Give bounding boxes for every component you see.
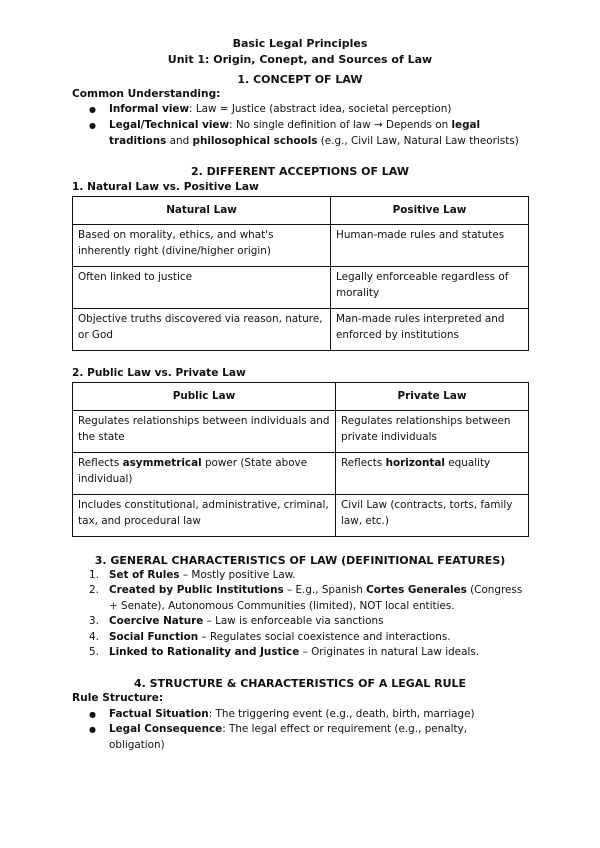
list-item (89, 614, 529, 630)
factual-situation-label: Factual Situation (109, 708, 209, 720)
document-title: Basic Legal Principles (232, 37, 368, 50)
list-item-text: – Regulates social coexistence and interactions. (198, 631, 451, 643)
philosophical-schools-bold: philosophical schools (192, 134, 318, 147)
table-2-header-private: Private Law (336, 383, 529, 411)
list-item (89, 583, 529, 614)
table-2-cell: Includes constitutional, administrative, criminal, tax, and procedural law (73, 495, 336, 537)
document-subtitle: Unit 1: Origin, Conept, and Sources of Law (167, 53, 433, 66)
bullet-legal-consequence (109, 722, 509, 753)
list-item (89, 630, 529, 646)
section-3-heading: 3. GENERAL CHARACTERISTICS OF LAW (DEFINITIONAL FEATURES) (94, 554, 506, 567)
section-2-heading: 2. DIFFERENT ACCEPTIONS OF LAW (191, 165, 409, 178)
cell-text: equality (444, 457, 491, 469)
bullet-informal-view (109, 102, 529, 118)
rule-structure-heading: Rule Structure: (72, 692, 164, 704)
table-2-cell (73, 453, 336, 495)
cell-text: Reflects (341, 457, 386, 469)
table-2-cell: Civil Law (contracts, torts, family law, etc.) (336, 495, 529, 537)
horizontal-bold: horizontal (385, 457, 445, 469)
legal-view-label: Legal/Technical view (109, 119, 230, 131)
common-understanding-heading: Common Understanding: (72, 88, 221, 100)
list-item-bold: Linked to Rationality and Justice (109, 646, 300, 658)
legal-consequence-text: : The legal effect or requirement (e.g., penalty, obligation) (109, 723, 468, 751)
table-2-header-public: Public Law (73, 383, 336, 411)
table-2-cell (336, 453, 529, 495)
list-item-bold: Created by Public Institutions (109, 584, 284, 596)
list-number: 3. (89, 615, 99, 627)
legal-view-text-3: (e.g., Civil Law, Natural Law theorists) (317, 134, 519, 147)
list-item-text: (Congress + Senate), Autonomous Communities (limited), NOT local entities. (109, 584, 523, 612)
bullet-legal-view (109, 118, 529, 149)
list-item (89, 645, 529, 661)
list-item-text: – Originates in natural Law ideals. (299, 646, 480, 658)
legal-view-text-1: : No single definition of law → Depends on (229, 119, 452, 131)
table-2-title: 2. Public Law vs. Private Law (72, 367, 246, 379)
bullet-factual-situation (109, 707, 529, 723)
list-number: 2. (89, 584, 99, 596)
table-1-cell: Objective truths discovered via reason, nature, or God (73, 309, 331, 351)
asymmetrical-bold: asymmetrical (122, 457, 202, 469)
list-item-text: – E.g., Spanish (283, 584, 367, 596)
section-1-heading: 1. CONCEPT OF LAW (237, 73, 363, 86)
legal-view-text-2: and (166, 134, 193, 147)
table-2-cell: Regulates relationships between private individuals (336, 411, 529, 453)
table-1-cell: Human-made rules and statutes (331, 225, 529, 267)
list-number: 1. (89, 569, 99, 581)
list-number: 4. (89, 631, 99, 643)
table-1-cell: Based on morality, ethics, and what's inherently right (divine/higher origin) (73, 225, 331, 267)
list-item-bold: Social Function (109, 631, 199, 643)
legal-traditions-bold: legal traditions (109, 119, 481, 147)
factual-situation-text: : The triggering event (e.g., death, birth, marriage) (208, 708, 475, 720)
section-4-heading: 4. STRUCTURE & CHARACTERISTICS OF A LEGAL RULE (133, 677, 467, 690)
table-1-cell: Often linked to justice (73, 267, 331, 309)
table-1-header-positive: Positive Law (331, 197, 529, 225)
list-item-bold: Coercive Nature (109, 615, 204, 627)
list-item-bold: Set of Rules (109, 569, 180, 581)
cortes-generales-bold: Cortes Generales (366, 584, 467, 596)
table-1-cell: Man-made rules interpreted and enforced by institutions (331, 309, 529, 351)
informal-view-text: : Law = Justice (abstract idea, societal perception) (189, 103, 452, 115)
natural-positive-law-table (72, 196, 529, 351)
table-1-title: 1. Natural Law vs. Positive Law (72, 181, 259, 193)
list-item (89, 568, 529, 584)
list-item-text: – Mostly positive Law. (179, 569, 296, 581)
list-number: 5. (89, 646, 99, 658)
list-item-text: – Law is enforceable via sanctions (203, 615, 384, 627)
table-2-cell: Regulates relationships between individuals and the state (73, 411, 336, 453)
table-1-header-natural: Natural Law (73, 197, 331, 225)
informal-view-label: Informal view (109, 103, 190, 115)
table-1-cell: Legally enforceable regardless of morality (331, 267, 529, 309)
cell-text: power (State above individual) (78, 457, 308, 485)
cell-text: Reflects (78, 457, 123, 469)
legal-consequence-label: Legal Consequence (109, 723, 223, 735)
public-private-law-table (72, 382, 529, 537)
